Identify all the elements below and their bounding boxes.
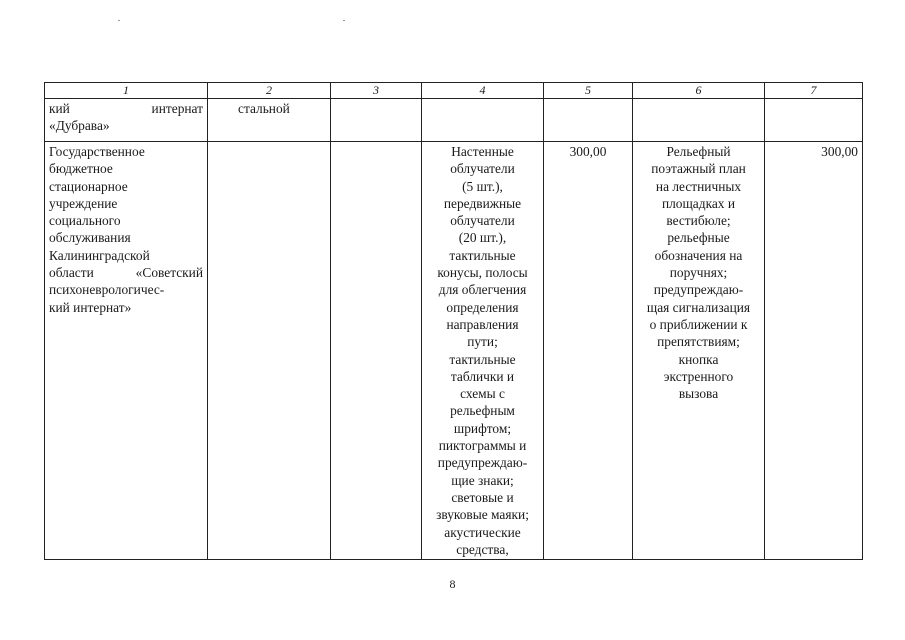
institution-name-cell: [45, 99, 208, 142]
cell-line: кнопка: [678, 351, 719, 367]
cell-line: шрифтом;: [453, 420, 512, 436]
cell-line: облучатели: [450, 161, 515, 177]
cell-line: определения: [446, 299, 519, 315]
cell-line: передвижные: [443, 195, 522, 211]
table-cell: стальной: [208, 99, 331, 142]
table-row: [45, 142, 863, 560]
header-cell: 5: [544, 83, 633, 99]
cell-line: (5 шт.),: [462, 178, 503, 194]
cell-line: о приближении к: [649, 316, 748, 332]
cell-line: для облегчения: [438, 282, 527, 298]
equipment-cell: [422, 142, 544, 560]
cell-line: направления: [446, 316, 519, 332]
cell-line: щая сигнализация: [646, 299, 751, 315]
table-cell: [331, 142, 422, 560]
header-cell: 6: [633, 83, 765, 99]
cell-line: стационарное: [49, 178, 128, 194]
cell-line: рельефным: [450, 403, 515, 419]
cell-line: пиктограммы и: [438, 438, 527, 454]
cell-line: кий интернат»: [49, 299, 132, 315]
header-cell: 2: [208, 83, 331, 99]
cell-line: обслуживания: [49, 230, 131, 246]
cost-cell: 300,00: [544, 142, 633, 560]
cell-line: таблички и: [450, 368, 515, 384]
header-row: [45, 83, 863, 99]
cell-line: предупреждаю-: [653, 282, 744, 298]
cell-line: поэтажный план: [651, 161, 746, 177]
cell-line: кий интернат: [49, 101, 203, 116]
cell-line: вызова: [678, 386, 719, 402]
header-cell: 7: [765, 83, 863, 99]
cell-line: облучатели: [450, 213, 515, 229]
cell-line: щие знаки;: [451, 472, 514, 488]
cell-line: звуковые маяки;: [436, 507, 529, 523]
table-cell: [331, 99, 422, 142]
table-cell: [422, 99, 544, 142]
cost-cell: 300,00: [765, 142, 863, 560]
cell-line: экстренного: [663, 368, 734, 384]
cell-line: (20 шт.),: [458, 230, 507, 246]
table-row: [45, 99, 863, 142]
cell-line: Настенные: [451, 144, 514, 159]
cell-line: «Дубрава»: [49, 118, 110, 134]
cell-line: обозначения на: [654, 247, 743, 263]
cell-line: конусы, полосы: [437, 265, 528, 281]
equipment-cell: [633, 142, 765, 560]
scan-speck: [343, 20, 345, 21]
cell-line: социального: [49, 213, 121, 229]
cell-line: Рельефный: [666, 144, 731, 159]
cell-line: акустические: [444, 524, 521, 540]
cell-line: средства,: [456, 541, 509, 557]
header-cell: 1: [45, 83, 208, 99]
header-cell: 3: [331, 83, 422, 99]
cell-line: учреждение: [49, 195, 118, 211]
table-cell: [633, 99, 765, 142]
cell-line: световые и: [451, 489, 514, 505]
cell-line: на лестничных: [655, 178, 742, 194]
cell-line: Государственное: [49, 144, 145, 159]
cell-line: тактильные: [449, 247, 516, 263]
cell-line: пути;: [467, 334, 498, 350]
table-cell: [208, 142, 331, 560]
page-number: 8: [449, 577, 456, 591]
cell-line: тактильные: [449, 351, 516, 367]
cell-line: площадках и: [661, 195, 736, 211]
table-cell: [544, 99, 633, 142]
cell-line: области «Советский: [49, 265, 203, 281]
cell-line: предупреждаю-: [437, 455, 528, 471]
header-cell: 4: [422, 83, 544, 99]
cell-line: схемы с: [460, 386, 505, 402]
cell-line: вестибюле;: [666, 213, 731, 229]
institution-name-cell: [45, 142, 208, 560]
cell-line: поручнях;: [669, 265, 728, 281]
cell-line: препятствиям;: [657, 334, 740, 350]
cell-line: Калининградской: [49, 247, 150, 263]
table-cell: [765, 99, 863, 142]
scan-speck: [118, 20, 120, 21]
cell-line: бюджетное: [49, 161, 113, 177]
cell-line: рельефные: [667, 230, 730, 246]
cell-line: психоневрологичес-: [49, 282, 165, 298]
data-table: [44, 82, 863, 560]
